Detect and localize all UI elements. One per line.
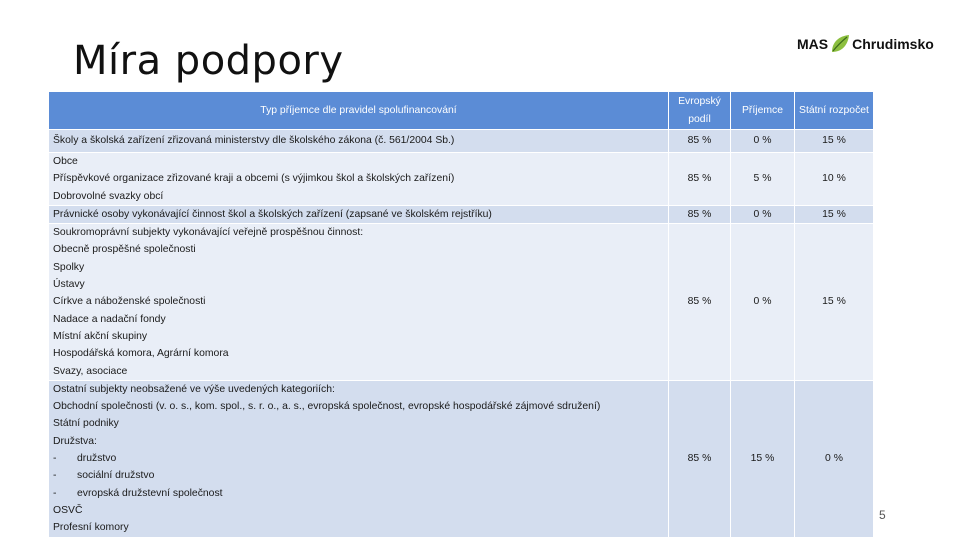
cell-state-budget: 0 %: [795, 380, 874, 537]
cell-eu-share: 85 %: [669, 205, 731, 223]
row-line: - družstvo: [53, 450, 664, 467]
list-dash: -: [53, 470, 57, 482]
list-dash: -: [53, 453, 57, 465]
cell-state-budget: 15 %: [795, 130, 874, 153]
table-row: [49, 224, 874, 381]
cell-eu-share: 85 %: [669, 224, 731, 381]
table-row: [49, 130, 874, 153]
support-rate-table: [48, 91, 874, 538]
row-line: Profesní komory: [53, 522, 129, 534]
row-line: Svazy, asociace: [53, 365, 128, 377]
row-line: Soukromoprávní subjekty vykonávající veřejně prospěšnou činnost:: [53, 227, 364, 239]
cell-eu-share: 85 %: [669, 130, 731, 153]
row-description: [49, 153, 669, 206]
logo-name: Chrudimsko: [852, 36, 934, 52]
cell-state-budget: 10 %: [795, 153, 874, 206]
row-line: Ostatní subjekty neobsažené ve výše uvedených kategoriích:: [53, 383, 335, 395]
row-line: Spolky: [53, 261, 85, 273]
row-line: Právnické osoby vykonávající činnost škol a školských zařízení (zapsané ve školském rejstříku): [53, 208, 492, 220]
cell-recipient: 0 %: [731, 224, 795, 381]
table-row: [49, 153, 874, 206]
table-row: [49, 205, 874, 223]
cell-recipient: 0 %: [731, 130, 795, 153]
row-line: Obchodní společnosti (v. o. s., kom. spol., s. r. o., a. s., evropská společnost, evropské hospodářské zájmové sdružení): [53, 401, 601, 413]
mas-chrudimsko-logo: [797, 33, 934, 55]
row-line: - evropská družstevní společnost: [53, 485, 664, 502]
row-line: Státní podniky: [53, 418, 119, 430]
cell-eu-share: 85 %: [669, 153, 731, 206]
list-dash: -: [53, 487, 57, 499]
header-eu-share: Evropský podíl: [669, 92, 731, 130]
row-line: Dobrovolné svazky obcí: [53, 190, 164, 202]
row-line: Obecně prospěšné společnosti: [53, 244, 196, 256]
row-line: Příspěvkové organizace zřizované kraji a obcemi (s výjimkou škol a školských zařízení): [53, 173, 455, 185]
table-header-row: [49, 92, 874, 130]
slide-title: Míra podpory: [73, 38, 344, 84]
cell-recipient: 5 %: [731, 153, 795, 206]
header-recipient: Příjemce: [731, 92, 795, 130]
leaf-icon: [829, 33, 851, 55]
row-line: Místní akční skupiny: [53, 330, 148, 342]
cell-recipient: 15 %: [731, 380, 795, 537]
row-line: OSVČ: [53, 504, 83, 516]
header-state-budget: Státní rozpočet: [795, 92, 874, 130]
row-line: - sociální družstvo: [53, 467, 664, 484]
row-line: Hospodářská komora, Agrární komora: [53, 348, 229, 360]
row-description: [49, 205, 669, 223]
row-line: Školy a školská zařízení zřizovaná ministerstvy dle školského zákona (č. 561/2004 Sb.): [53, 135, 455, 147]
row-line: Ústavy: [53, 279, 85, 291]
table-row: [49, 380, 874, 537]
row-description: [49, 130, 669, 153]
row-description: [49, 380, 669, 537]
row-line: Obce: [53, 156, 78, 167]
row-line: Církve a náboženské společnosti: [53, 296, 206, 308]
cell-eu-share: 85 %: [669, 380, 731, 537]
row-line: Nadace a nadační fondy: [53, 313, 166, 325]
cell-recipient: 0 %: [731, 205, 795, 223]
row-description: [49, 224, 669, 381]
header-recipient-type: Typ příjemce dle pravidel spolufinancování: [49, 92, 669, 130]
page-number: 5: [879, 508, 886, 522]
cell-state-budget: 15 %: [795, 205, 874, 223]
logo-prefix: MAS: [797, 36, 829, 52]
cell-state-budget: 15 %: [795, 224, 874, 381]
row-line: Družstva:: [53, 435, 97, 447]
